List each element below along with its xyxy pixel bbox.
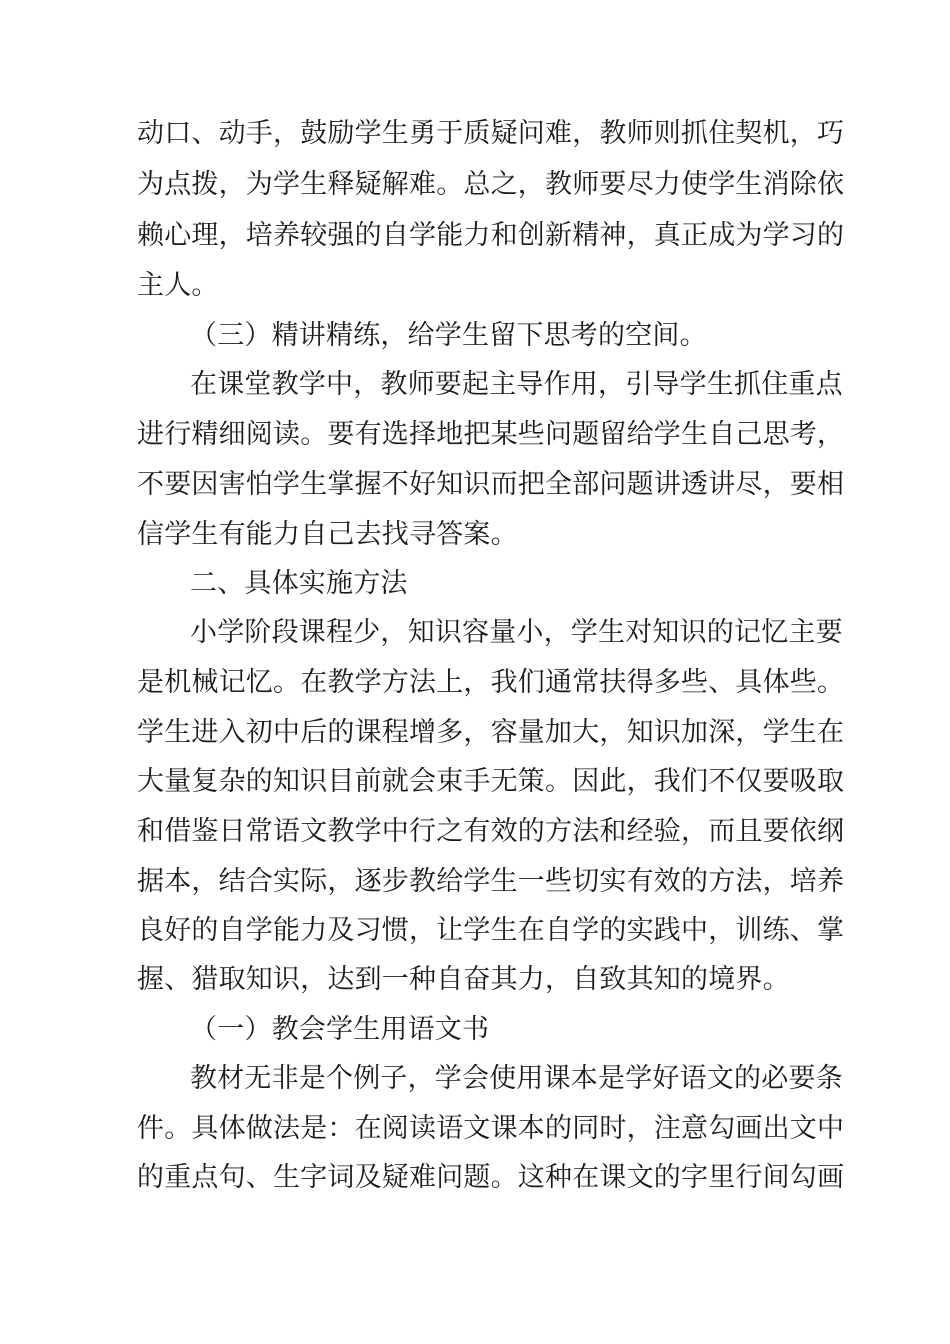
section-heading: （一）教会学生用语文书: [190, 1014, 490, 1045]
text-line: 动口、动手，鼓励学生勇于质疑问难，教师则抓住契机，巧: [137, 118, 845, 149]
text-line: 的重点句、生字词及疑难问题。这种在课文的字里行间勾画: [137, 1162, 845, 1193]
section-heading: 二、具体实施方法: [190, 568, 408, 599]
text-line: 学生进入初中后的课程增多，容量加大，知识加深，学生在: [137, 717, 845, 748]
text-line: 件。具体做法是：在阅读语文课本的同时，注意勾画出文中: [137, 1113, 845, 1144]
text-line: 和借鉴日常语文教学中行之有效的方法和经验，而且要依纲: [137, 816, 845, 847]
text-line: 不要因害怕学生掌握不好知识而把全部问题讲透讲尽，要相: [137, 469, 845, 500]
paragraph-first-line: 在课堂教学中，教师要起主导作用，引导学生抓住重点: [190, 369, 843, 400]
text-line: 信学生有能力自己去找寻答案。: [137, 519, 518, 550]
paragraph-first-line: 教材无非是个例子，学会使用课本是学好语文的必要条: [190, 1063, 843, 1094]
text-line: 赖心理，培养较强的自学能力和创新精神，真正成为学习的: [137, 220, 845, 251]
text-line: 为点拨，为学生释疑解难。总之，教师要尽力使学生消除依: [137, 169, 845, 200]
text-line: 握、猎取知识，达到一种自奋其力，自致其知的境界。: [137, 964, 790, 995]
text-line: 良好的自学能力及习惯，让学生在自学的实践中，训练、掌: [137, 915, 845, 946]
paragraph-first-line: 小学阶段课程少，知识容量小，学生对知识的记忆主要: [190, 617, 843, 648]
text-line: 主人。: [137, 270, 219, 301]
text-line: 是机械记忆。在教学方法上，我们通常扶得多些、具体些。: [137, 667, 845, 698]
text-line: 大量复杂的知识目前就会束手无策。因此，我们不仅要吸取: [137, 766, 845, 797]
text-line: 据本，结合实际，逐步教给学生一些切实有效的方法，培养: [137, 866, 845, 897]
text-line: 进行精细阅读。要有选择地把某些问题留给学生自己思考，: [137, 419, 845, 450]
section-heading: （三）精讲精练，给学生留下思考的空间。: [190, 320, 707, 351]
